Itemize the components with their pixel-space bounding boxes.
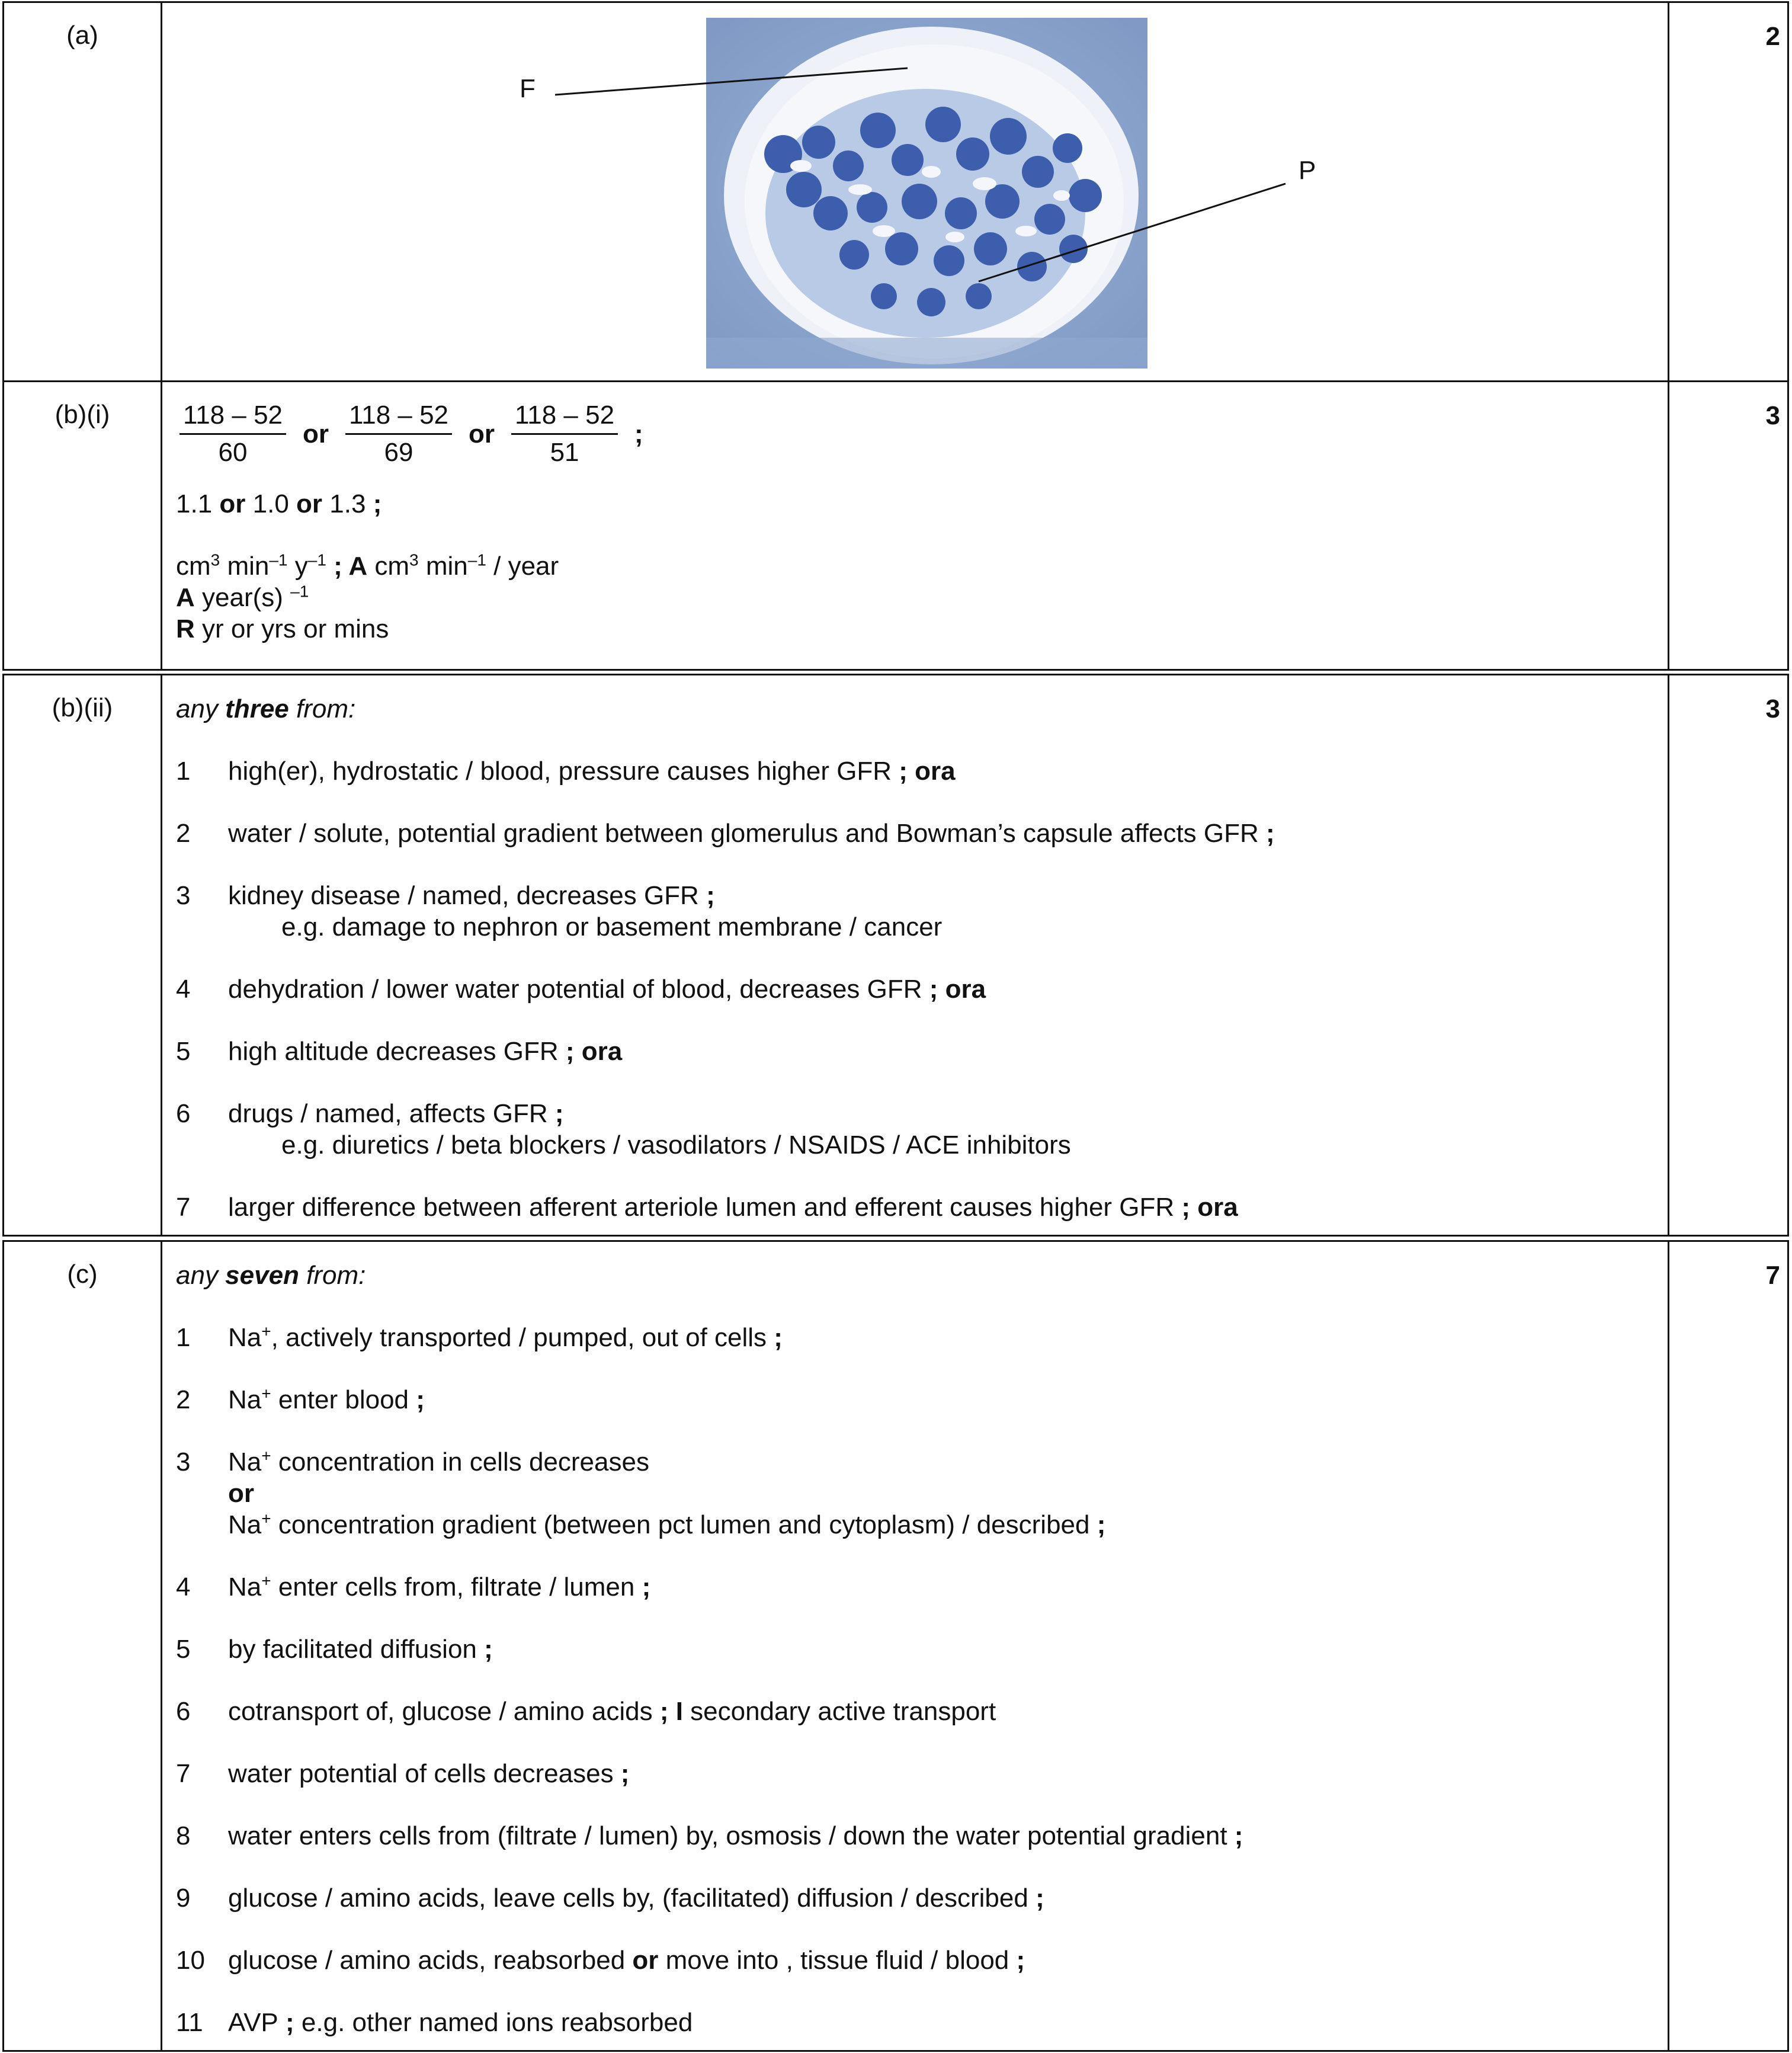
value: 1.0 (252, 489, 289, 518)
list-item: 5 by facilitated diffusion ; (176, 1635, 493, 1664)
fraction (345, 398, 452, 470)
semicolon: ; (373, 489, 382, 518)
list-item: 7 larger difference between afferent arteriole lumen and efferent causes higher GFR ; ora (176, 1193, 1238, 1222)
list-item: 1 Na+, actively transported / pumped, out of cells ; (176, 1322, 783, 1352)
fraction-numerator: 118 – 52 (345, 398, 452, 435)
or-text: or (296, 489, 323, 518)
column-divider (161, 382, 162, 669)
or-text: or (219, 489, 246, 518)
fraction-numerator: 118 – 52 (511, 398, 618, 435)
fraction-denominator: 69 (384, 438, 413, 467)
marks: 7 (1765, 1261, 1780, 1290)
question-label: (a) (66, 21, 98, 50)
or-text: or (469, 419, 495, 449)
fraction (511, 398, 618, 470)
leader-lines (4, 3, 1791, 384)
list-item: 10 glucose / amino acids, reabsorbed or move into , tissue fluid / blood ; (176, 1946, 1025, 1975)
value: 1.3 (329, 489, 366, 518)
column-divider (1668, 675, 1669, 1235)
marks: 3 (1765, 401, 1780, 430)
or-text: or (303, 419, 329, 449)
row-c (2, 1240, 1789, 2052)
list-item: 2 Na+ enter blood ; (176, 1384, 425, 1414)
list-item: 7 water potential of cells decreases ; (176, 1759, 630, 1788)
list-item: 8 water enters cells from (filtrate / lumen) by, osmosis / down the water potential gradient ; (176, 1821, 1243, 1850)
question-label: (b)(ii) (52, 693, 113, 722)
column-divider (1668, 1242, 1669, 2050)
list-item: 1 high(er), hydrostatic / blood, pressure causes higher GFR ; ora (176, 757, 956, 786)
label-p: P (1299, 156, 1316, 185)
answer-values (176, 488, 1651, 520)
marks: 2 (1765, 22, 1780, 51)
answer-content (176, 1260, 1651, 2038)
list-item: 5 high altitude decreases GFR ; ora (176, 1037, 623, 1066)
fraction-line (176, 398, 1651, 470)
list-item: 2 water / solute, potential gradient between glomerulus and Bowman’s capsule affects GFR ; (176, 819, 1275, 848)
list-item: 3 Na+ concentration in cells decreases or Na+ concentration gradient (between pct lumen and cytoplasm) / described ; (176, 1446, 1106, 1539)
answer-units: $cm^3$ $\min^{-1} y^{-1}$ ; A $cm^3$ $\min^{-1}$ / year (176, 550, 559, 581)
list-item: 11 AVP ; e.g. other named ions reabsorbed (176, 2008, 693, 2037)
row-b-i (2, 380, 1789, 671)
fraction (179, 398, 286, 470)
column-divider (161, 675, 162, 1235)
label-f: F (520, 74, 536, 103)
question-label: (c) (67, 1260, 98, 1289)
answer-intro: any three from: (176, 694, 356, 723)
answer-reject: R yr or yrs or mins (176, 614, 389, 643)
fraction-denominator: 60 (218, 438, 248, 467)
fraction-denominator: 51 (550, 438, 579, 467)
row-a (2, 1, 1789, 382)
answer-content (176, 693, 1651, 1223)
list-item: 4 Na+ enter cells from, filtrate / lumen ; (176, 1571, 651, 1602)
fraction-numerator: 118 – 52 (179, 398, 286, 435)
question-label: (b)(i) (55, 400, 110, 429)
list-item: 6 cotransport of, glucose / amino acids ; I secondary active transport (176, 1697, 996, 1726)
answer-content (176, 398, 1651, 645)
list-item: 4 dehydration / lower water potential of blood, decreases GFR ; ora (176, 975, 986, 1004)
row-b-ii (2, 674, 1789, 1237)
value: 1.1 (176, 489, 213, 518)
list-item: 3 kidney disease / named, decreases GFR ; e.g. damage to nephron or basement membrane / cancer (176, 881, 943, 941)
answer-intro: any seven from: (176, 1261, 366, 1290)
answer-alternative: A year(s) $^{-1}$ (176, 582, 309, 612)
list-item: 9 glucose / amino acids, leave cells by, (facilitated) diffusion / described ; (176, 1884, 1044, 1913)
semicolon: ; (634, 419, 643, 449)
marks: 3 (1765, 694, 1780, 723)
list-item: 6 drugs / named, affects GFR ; e.g. diuretics / beta blockers / vasodilators / NSAIDS / ACE inhibitors (176, 1099, 1071, 1160)
column-divider (161, 1242, 162, 2050)
